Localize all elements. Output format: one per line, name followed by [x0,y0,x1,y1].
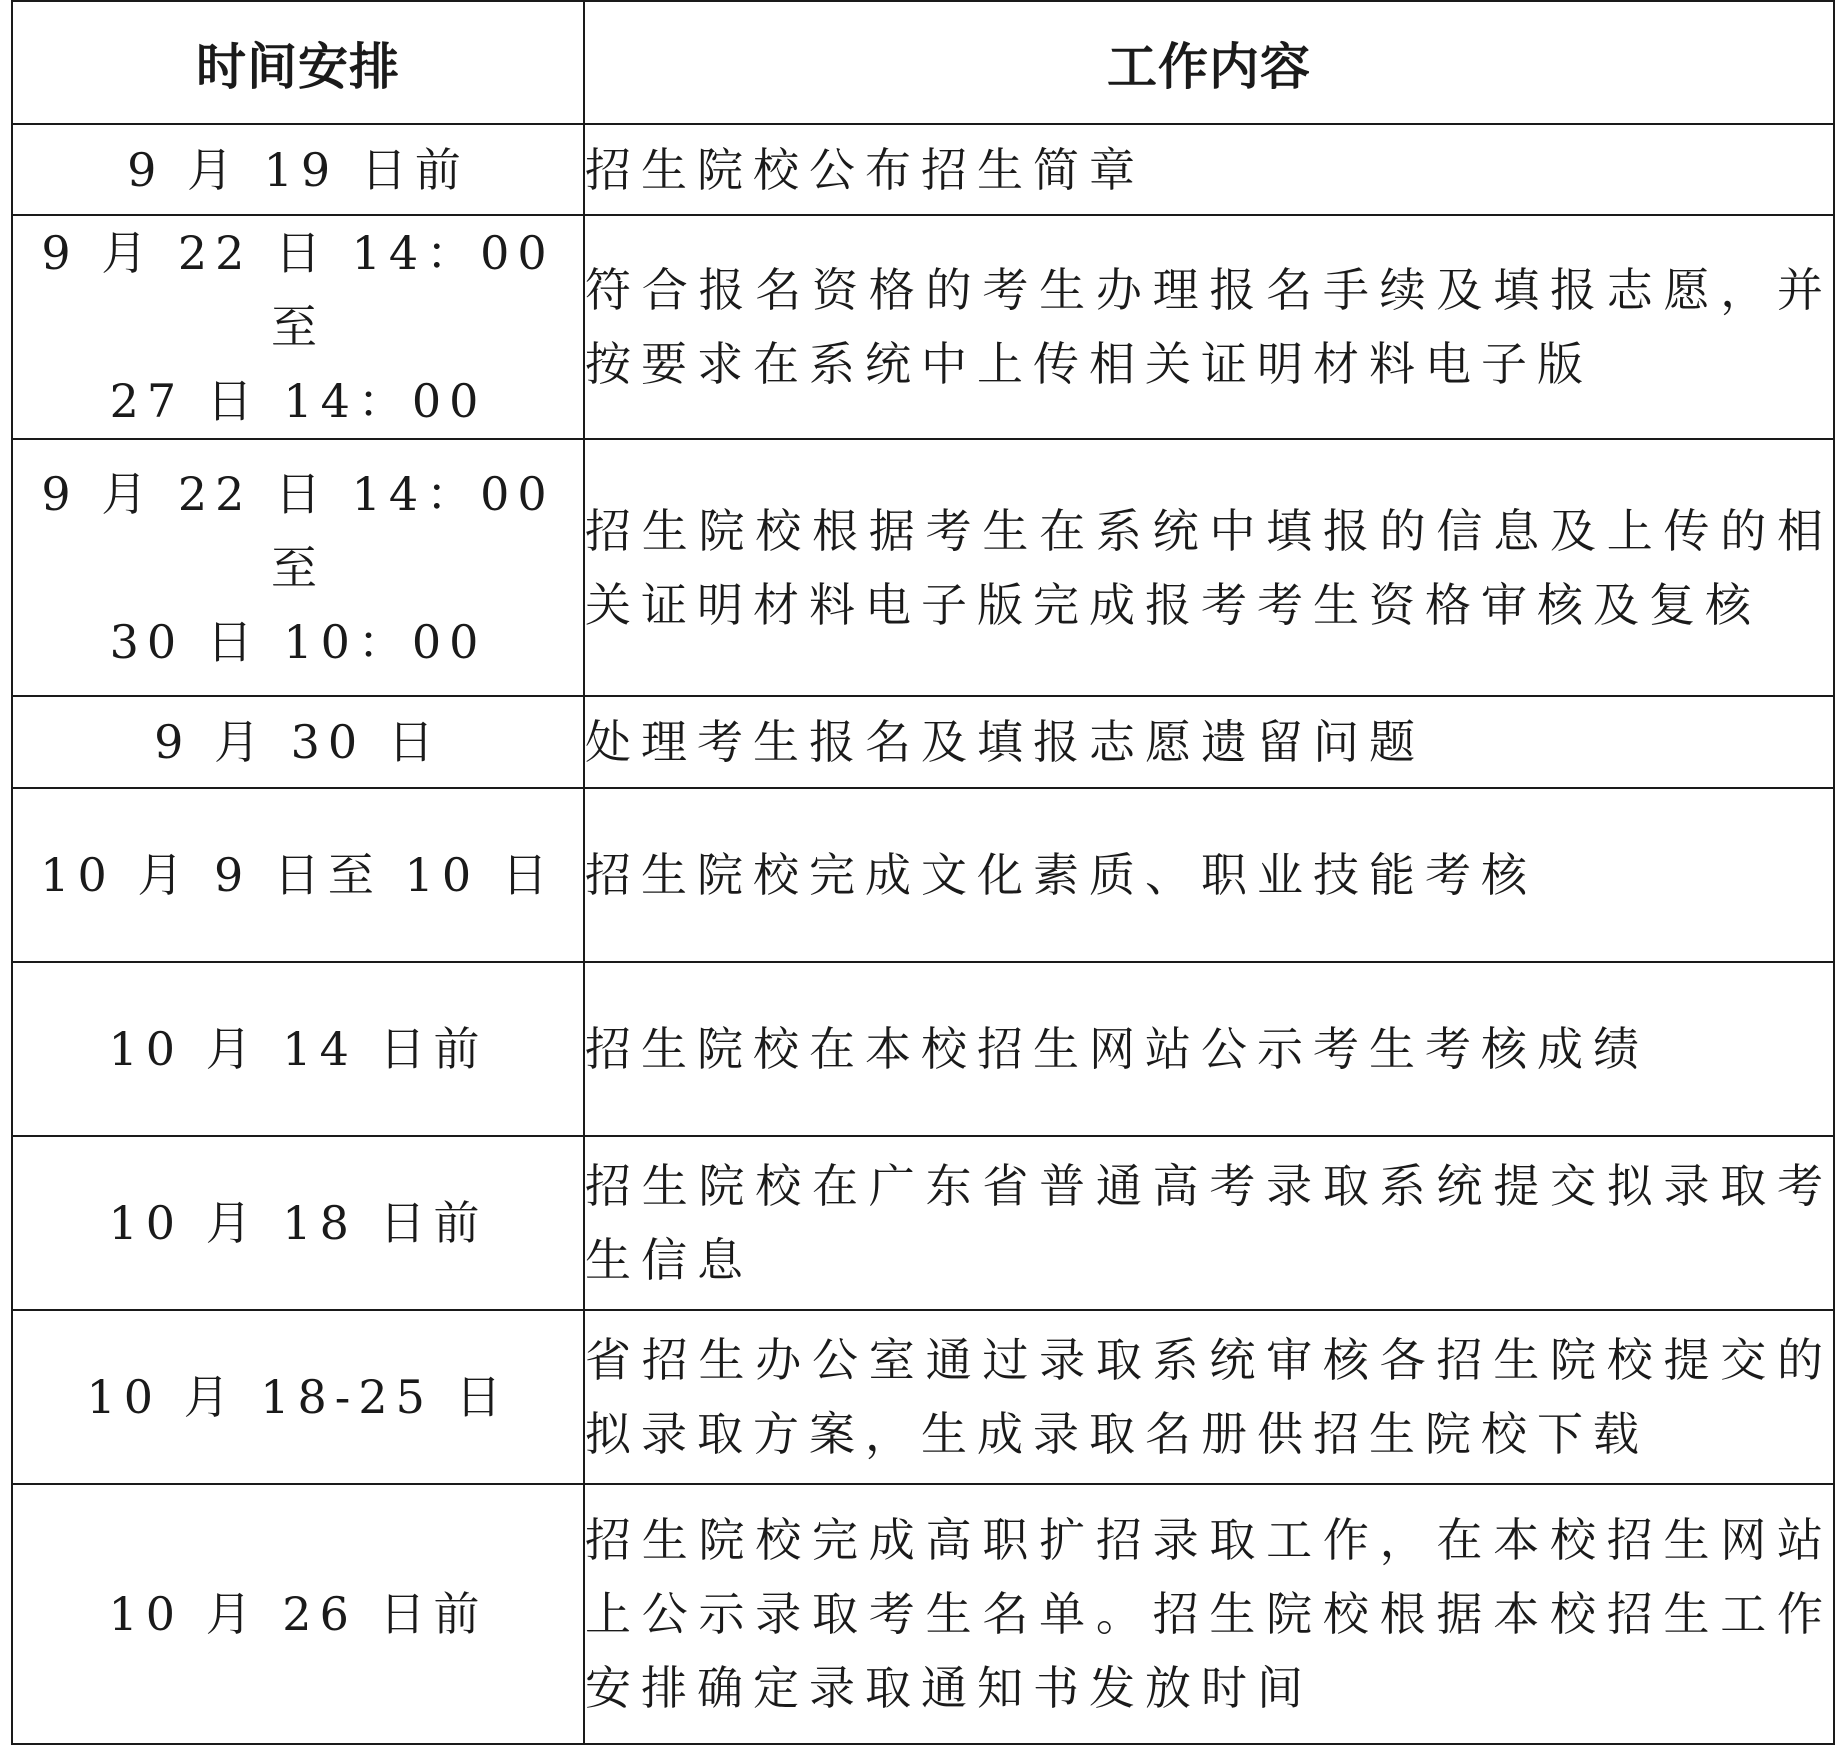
table-row [12,962,1834,1136]
table-row [12,696,1834,788]
work-cell: 招生院校完成文化素质、职业技能考核 [584,788,1834,962]
table-row [12,1484,1834,1744]
work-cell: 处理考生报名及填报志愿遗留问题 [584,696,1834,788]
header-work: 工作内容 [584,1,1834,124]
time-cell: 10 月 14 日前 [12,962,584,1136]
table-row [12,788,1834,962]
work-cell: 招生院校完成高职扩招录取工作，在本校招生网站上公示录取考生名单。招生院校根据本校招生工作安排确定录取通知书发放时间 [584,1484,1834,1744]
table-row [12,215,1834,439]
table-row [12,124,1834,215]
table-row [12,439,1834,696]
header-time: 时间安排 [12,1,584,124]
table-row [12,1136,1834,1310]
work-cell: 招生院校公布招生简章 [584,124,1834,215]
work-cell: 省招生办公室通过录取系统审核各招生院校提交的拟录取方案，生成录取名册供招生院校下载 [584,1310,1834,1484]
time-cell: 10 月 18-25 日 [12,1310,584,1484]
time-cell: 10 月 26 日前 [12,1484,584,1744]
time-cell: 9 月 30 日 [12,696,584,788]
work-cell: 招生院校根据考生在系统中填报的信息及上传的相关证明材料电子版完成报考考生资格审核及复核 [584,439,1834,696]
work-cell: 招生院校在本校招生网站公示考生考核成绩 [584,962,1834,1136]
table-header-row [12,1,1834,124]
time-cell: 9 月 19 日前 [12,124,584,215]
time-cell: 9 月 22 日 14：00 至 30 日 10：00 [12,439,584,696]
time-cell: 10 月 9 日至 10 日 [12,788,584,962]
work-cell: 符合报名资格的考生办理报名手续及填报志愿，并按要求在系统中上传相关证明材料电子版 [584,215,1834,439]
schedule-table [11,0,1835,1745]
table-row [12,1310,1834,1484]
time-cell: 9 月 22 日 14：00 至 27 日 14：00 [12,215,584,439]
work-cell: 招生院校在广东省普通高考录取系统提交拟录取考生信息 [584,1136,1834,1310]
time-cell: 10 月 18 日前 [12,1136,584,1310]
